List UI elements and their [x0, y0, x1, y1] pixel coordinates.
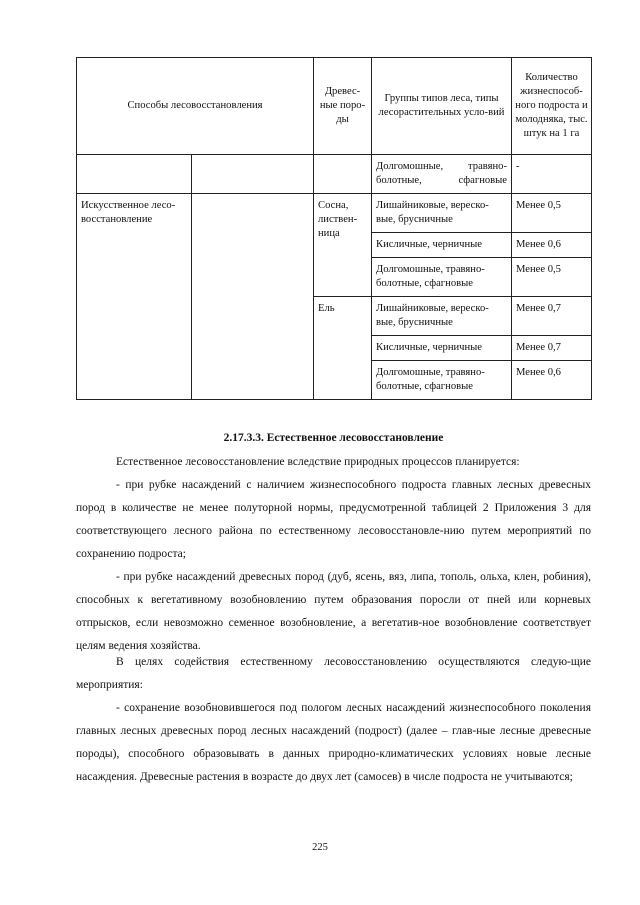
- paragraph: Естественное лесовосстановление вследствие природных процессов планируется:: [116, 456, 520, 468]
- section-heading: 2.17.3.3. Естественное лесовосстановление: [223, 432, 444, 444]
- cell-species: [314, 155, 372, 194]
- cell-forest-group: Кисличные, черничные: [372, 335, 512, 360]
- cell-forest-group: Лишайниковые, вереско-вые, брусничные: [372, 296, 512, 335]
- page-number: 225: [312, 842, 328, 853]
- cell-method-sub: [192, 193, 314, 399]
- cell-method-sub: [192, 155, 314, 194]
- cell-quantity: Менее 0,5: [512, 193, 592, 232]
- paragraph: - при рубке насаждений с наличием жизнеспособного подроста главных лесных древесных пород в количестве не менее полуторной нормы, предусмотренной таблицей 2 Приложения 3 для соответствующего лесного района по естественному лесовосстановле-нию путем мероприятий по сохранению подроста;: [76, 479, 591, 560]
- cell-forest-group: Долгомошные, травяно-болотные, сфагновые: [372, 155, 512, 194]
- cell-method: Искусственное лесо-восстановление: [77, 193, 192, 399]
- cell-method: [77, 155, 192, 194]
- paragraph: В целях содействия естественному лесовосстановлению осуществляются следую-щие мероприятия:: [76, 656, 591, 691]
- cell-forest-group: Долгомошные, травяно-болотные, сфагновые: [372, 360, 512, 399]
- cell-quantity: Менее 0,6: [512, 360, 592, 399]
- cell-quantity: -: [512, 155, 592, 194]
- cell-quantity: Менее 0,6: [512, 232, 592, 257]
- cell-forest-group: Долгомошные, травяно-болотные, сфагновые: [372, 257, 512, 296]
- cell-forest-group: Лишайниковые, вереско-вые, брусничные: [372, 193, 512, 232]
- cell-quantity: Менее 0,7: [512, 296, 592, 335]
- cell-quantity: Менее 0,5: [512, 257, 592, 296]
- header-methods: Способы лесовосстановления: [77, 58, 314, 155]
- cell-species: Ель: [314, 296, 372, 399]
- paragraph: - при рубке насаждений древесных пород (дуб, ясень, вяз, липа, тополь, ольха, клен, робиния), способных к вегетативному возобновлению путем образования поросли от пней или корневых отпрысков, если невозможно семенное возобновление, а вегетатив-ное возобновление соответствует целям ведения хозяйства.: [76, 571, 591, 652]
- reforestation-table: [76, 57, 592, 400]
- cell-species: Сосна, листвен-ница: [314, 193, 372, 296]
- cell-forest-group: Кисличные, черничные: [372, 232, 512, 257]
- header-forest-groups: Группы типов леса, типы лесорастительных усло-вий: [372, 58, 512, 155]
- paragraph: - сохранение возобновившегося под пологом лесных насаждений жизнеспособного поколения главных лесных древесных пород лесных насаждений (подрост) (далее – глав-ные лесные древесные породы), способного образовывать в данных природно-климатических условиях новые лесные насаждения. Древесные растения в возрасте до двух лет (самосев) в числе подроста не учитываются;: [76, 702, 591, 783]
- table-row: [77, 155, 592, 194]
- table-row: [77, 193, 592, 232]
- cell-quantity: Менее 0,7: [512, 335, 592, 360]
- header-species: Древес-ные поро-ды: [314, 58, 372, 155]
- header-quantity: Количество жизнеспособ-ного подроста и молодняка, тыс. штук на 1 га: [512, 58, 592, 155]
- table-header-row: [77, 58, 592, 155]
